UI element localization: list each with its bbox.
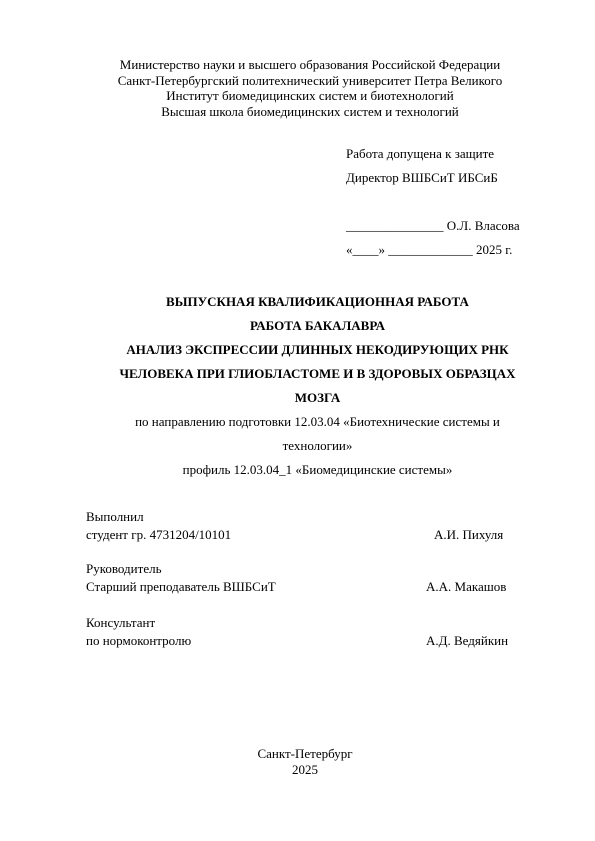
admitted-text: Работа допущена к защите bbox=[346, 146, 495, 161]
degree-type: РАБОТА БАКАЛАВРА bbox=[250, 318, 385, 333]
direction-line-2: технологии» bbox=[282, 438, 353, 453]
topic-line-3: МОЗГА bbox=[294, 390, 341, 405]
signer-name: А.Д. Ведяйкин bbox=[426, 633, 509, 648]
institution-header bbox=[0, 57, 595, 119]
signer-role: Консультант bbox=[86, 615, 156, 630]
signer-supervisor bbox=[86, 560, 526, 596]
topic-line-1: АНАЛИЗ ЭКСПРЕССИИ ДЛИННЫХ НЕКОДИРУЮЩИХ РНК bbox=[126, 342, 509, 357]
city-year-footer bbox=[0, 746, 595, 777]
work-title-block bbox=[80, 290, 555, 482]
year: 2025 bbox=[292, 761, 318, 777]
profile-line: профиль 12.03.04_1 «Биомедицинские системы» bbox=[182, 462, 453, 477]
signer-name: А.А. Макашов bbox=[426, 579, 507, 594]
signer-position: студент гр. 4731204/10101 bbox=[86, 527, 232, 542]
signer-position: по нормоконтролю bbox=[86, 633, 192, 648]
signer-role: Выполнил bbox=[86, 509, 144, 524]
ministry-line: Министерство науки и высшего образования Российской Федерации bbox=[119, 57, 501, 72]
topic-line-2: ЧЕЛОВЕКА ПРИ ГЛИОБЛАСТОМЕ И В ЗДОРОВЫХ ОБРАЗЦАХ bbox=[119, 366, 516, 381]
director-text: Директор ВШБСиТ ИБСиБ bbox=[346, 170, 498, 185]
work-type: ВЫПУСКНАЯ КВАЛИФИКАЦИОННАЯ РАБОТА bbox=[166, 294, 469, 309]
university-line: Санкт-Петербургский политехнический университет Петра Великого bbox=[117, 72, 503, 88]
approval-date-line: «____» _____________ 2025 г. bbox=[346, 242, 513, 257]
school-line: Высшая школа биомедицинских систем и технологий bbox=[161, 103, 459, 119]
signer-consultant bbox=[86, 614, 526, 650]
director-signature-line: _______________ О.Л. Власова bbox=[346, 218, 520, 233]
signer-position: Старший преподаватель ВШБСиТ bbox=[86, 579, 276, 594]
city: Санкт-Петербург bbox=[257, 746, 353, 761]
institute-line: Институт биомедицинских систем и биотехнологий bbox=[166, 88, 454, 103]
signer-student bbox=[86, 508, 526, 544]
signer-name: А.И. Пихуля bbox=[434, 527, 504, 542]
signer-role: Руководитель bbox=[86, 561, 162, 576]
direction-line-1: по направлению подготовки 12.03.04 «Биотехнические системы и bbox=[135, 414, 500, 429]
